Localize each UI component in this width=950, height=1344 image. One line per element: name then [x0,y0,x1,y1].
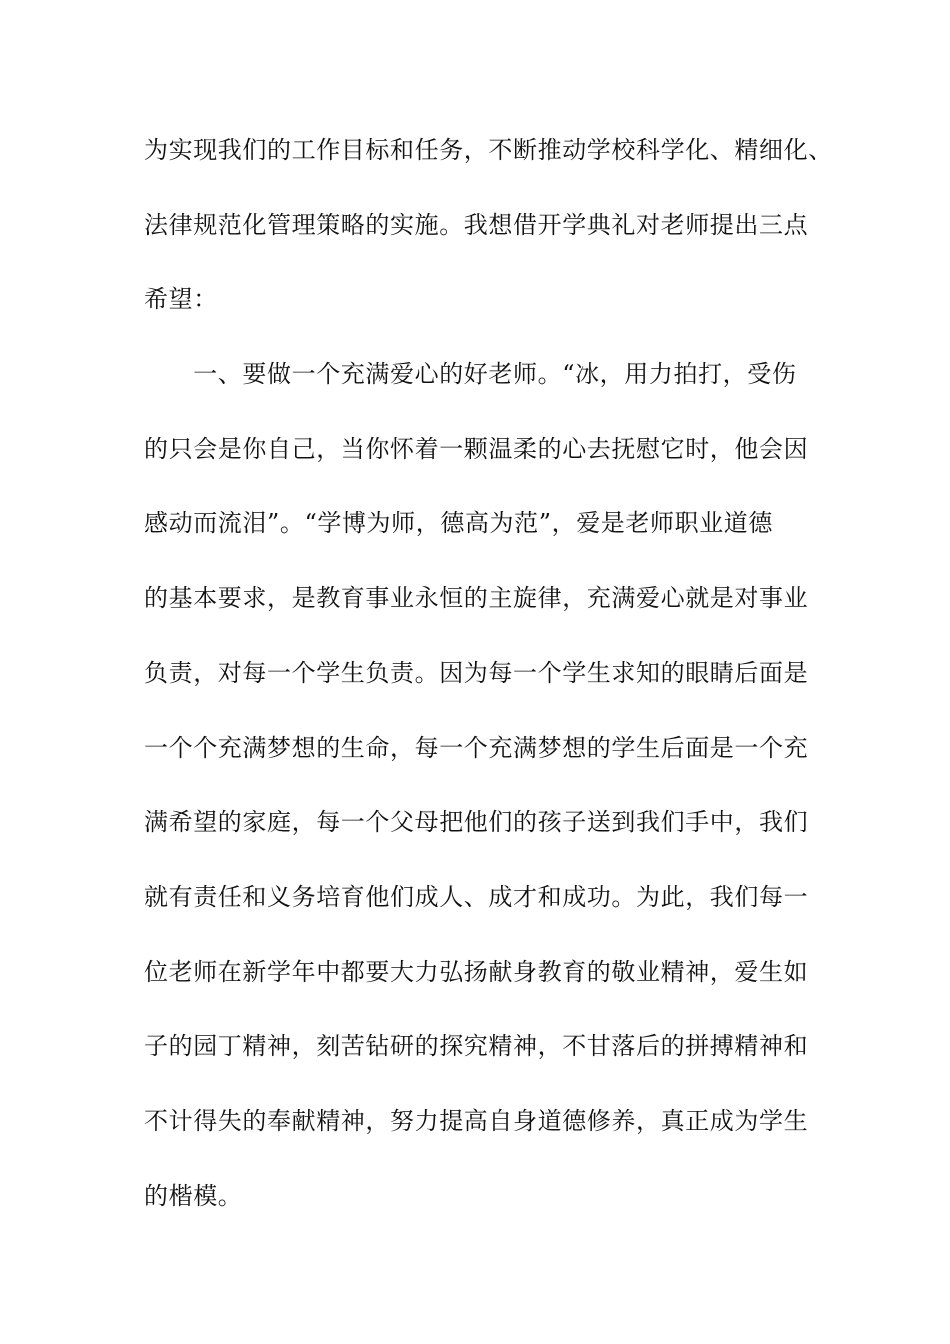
text-line: 的楷模。 [144,1181,243,1210]
body-text [144,128,833,1248]
text-line: 子的园丁精神，刻苦钻研的探究精神，不甘落后的拼搏精神和 [144,1032,809,1061]
text-line: 一个个充满梦想的生命，每一个充满梦想的学生后面是一个充 [144,733,809,762]
text-line: 满希望的家庭，每一个父母把他们的孩子送到我们手中，我们 [144,808,809,837]
text-line: 法律规范化管理策略的实施。我想借开学典礼对老师提出三点 [144,210,809,239]
text-line: 的只会是你自己，当你怀着一颗温柔的心去抚慰它时，他会因 [144,434,809,463]
text-line: 负责，对每一个学生负责。因为每一个学生求知的眼睛后面是 [144,658,809,687]
text-line: 不计得失的奉献精神，努力提高自身道德修养，真正成为学生 [144,1106,809,1135]
text-line: 就有责任和义务培育他们成人、成才和成功。为此，我们每一 [144,882,809,911]
text-line: 位老师在新学年中都要大力弘扬献身教育的敬业精神，爱生如 [144,957,809,986]
text-line: 感动而流泪”。“学博为师，德高为范”，爱是老师职业道德 [144,509,774,538]
text-line: 为实现我们的工作目标和任务，不断推动学校科学化、精细化、 [144,136,833,164]
text-line: 一、要做一个充满爱心的好老师。“冰，用力拍打，受伤 [144,360,797,389]
text-line: 的基本要求，是教育事业永恒的主旋律，充满爱心就是对事业 [144,584,809,613]
text-line: 希望： [144,285,218,314]
